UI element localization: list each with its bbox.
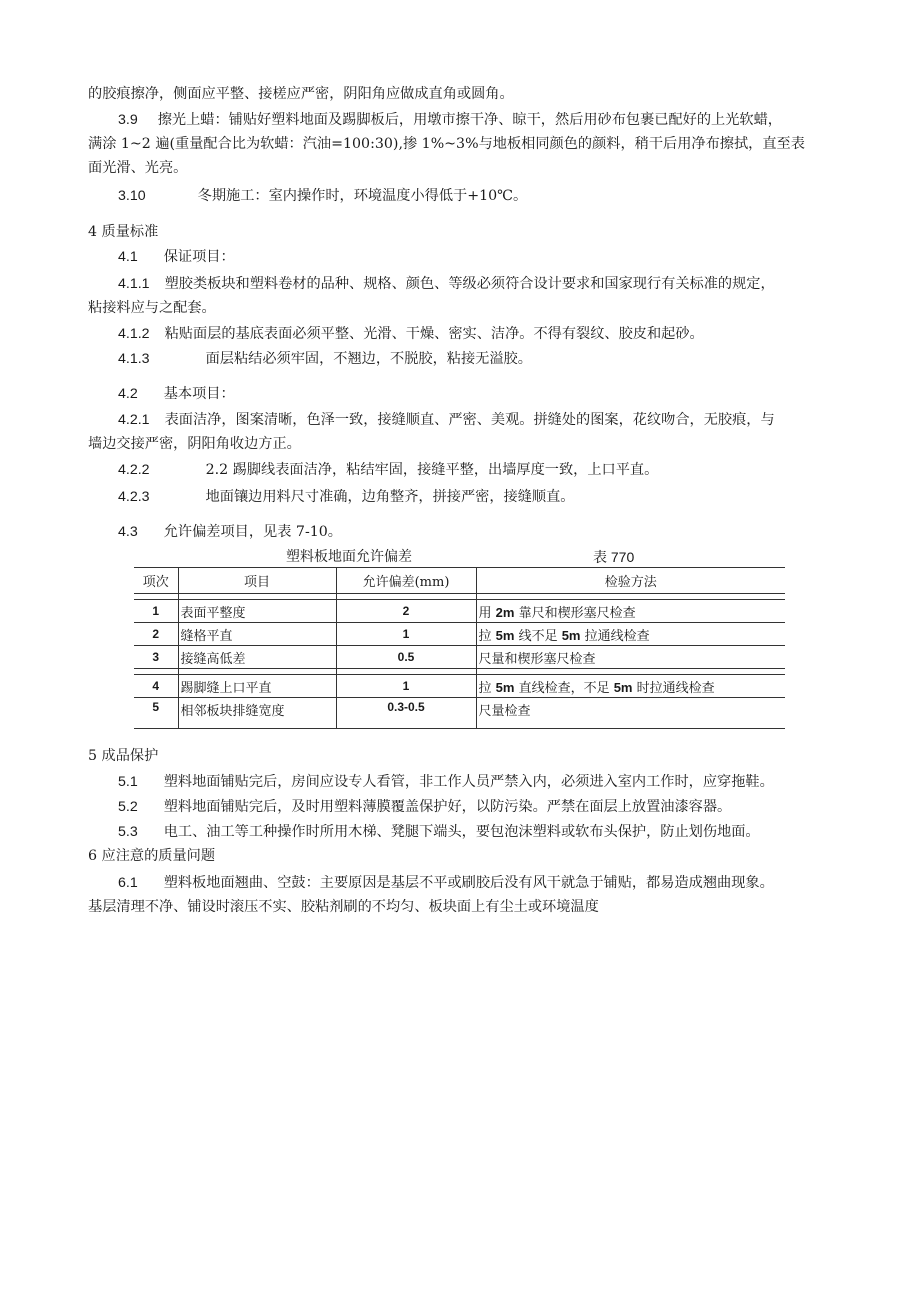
table-row: 2 缝格平直 1 拉 5m 线不足 5m 拉通线检查 bbox=[134, 623, 785, 646]
section-4-3: 4.3 允许偏差项目，见表 7-10。 bbox=[118, 524, 342, 540]
table-number: 表 770 bbox=[593, 549, 635, 565]
section-4-1-1-line2: 粘接料应与之配套。 bbox=[88, 300, 216, 316]
table-header-row bbox=[134, 568, 785, 594]
section-4-1-2: 4.1.2 粘贴面层的基底表面必须平整、光滑、干燥、密实、洁净。不得有裂纹、胶皮和起砂。 bbox=[118, 326, 704, 342]
section-4-2: 4.2 基本项目： bbox=[118, 386, 235, 402]
section-5-3: 5.3 电工、油工等工种操作时所用木梯、凳腿下端头，要包泡沫塑料或软布头保护，防止划伤地面。 bbox=[118, 824, 760, 840]
heading-5: 5 成品保护 bbox=[88, 748, 159, 764]
section-3-9: 3.9 擦光上蜡：铺贴好塑料地面及踢脚板后，用墩市擦干净、晾干，然后用砂布包裹已配好的上光软蜡， bbox=[118, 112, 782, 128]
heading-6: 6 应注意的质量问题 bbox=[88, 848, 216, 864]
paragraph-continuation: 的胶痕擦净，侧面应平整、接槎应严密，阴阳角应做成直角或圆角。 bbox=[88, 86, 514, 102]
section-6-1-line2: 基层清理不净、铺设时滚压不实、胶粘剂刷的不均匀、板块面上有尘土或环境温度 bbox=[88, 899, 599, 915]
header-no: 项次 bbox=[134, 568, 178, 594]
section-6-1: 6.1 塑料板地面翘曲、空鼓：主要原因是基层不平或刷胶后没有风干就急于铺贴，都易造成翘曲现象。 bbox=[118, 875, 774, 891]
table-row: 4 踢脚缝上口平直 1 拉 5m 直线检查，不足 5m 时拉通线检查 bbox=[134, 675, 785, 698]
section-4-2-1: 4.2.1 表面洁净，图案清晰，色泽一致，接缝顺直、严密、美观。拼缝处的图案，花纹吻合，无胶痕，与 bbox=[118, 412, 775, 428]
section-4-1-3: 4.1.3 面层粘结必须牢固，不翘边，不脱胶，粘接无溢胶。 bbox=[118, 351, 532, 367]
heading-4: 4 质量标准 bbox=[88, 224, 159, 240]
table-caption: 塑料板地面允许偏差 bbox=[286, 549, 412, 565]
section-5-1: 5.1 塑料地面铺贴完后，房间应设专人看管，非工作人员严禁入内，必须进入室内工作时，应穿拖鞋。 bbox=[118, 774, 774, 790]
table-row: 5 相邻板块排缝宽度 0.3-0.5 尺量检查 bbox=[134, 698, 785, 729]
section-4-1-1: 4.1.1 塑胶类板块和塑料卷材的品种、规格、颜色、等级必须符合设计要求和国家现行有关标准的规定， bbox=[118, 276, 775, 292]
header-method: 检验方法 bbox=[476, 568, 785, 594]
header-item: 项目 bbox=[178, 568, 336, 594]
section-3-9-line3: 面光滑、光亮。 bbox=[88, 160, 188, 176]
section-4-2-3: 4.2.3 地面镶边用料尺寸准确，边角整齐，拼接严密，接缝顺直。 bbox=[118, 489, 575, 505]
tolerance-table bbox=[134, 567, 785, 729]
section-5-2: 5.2 塑料地面铺贴完后，及时用塑料薄膜覆盖保护好，以防污染。严禁在面层上放置油漆容器。 bbox=[118, 799, 732, 815]
section-4-2-2: 4.2.2 2.2 踢脚线表面洁净，粘结牢固，接缝平整，出墙厚度一致，上口平直。 bbox=[118, 462, 659, 478]
table-row: 1 表面平整度 2 用 2m 靠尺和楔形塞尺检查 bbox=[134, 600, 785, 623]
section-4-2-1-line2: 墙边交接严密，阴阳角收边方正。 bbox=[88, 436, 301, 452]
table-row: 3 接缝高低差 0.5 尺量和楔形塞尺检查 bbox=[134, 646, 785, 669]
section-3-9-line2: 满涂 1~2 遍(重量配合比为软蜡：汽油=100:30),掺 1%~3%与地板相同颜色的颜料，稍干后用净布擦拭，直至表 bbox=[88, 136, 805, 152]
section-4-1: 4.1 保证项目： bbox=[118, 249, 235, 265]
header-tolerance: 允许偏差(mm) bbox=[336, 568, 476, 594]
section-3-10: 3.10 冬期施工：室内操作时，环境温度小得低于+10℃。 bbox=[118, 188, 528, 204]
